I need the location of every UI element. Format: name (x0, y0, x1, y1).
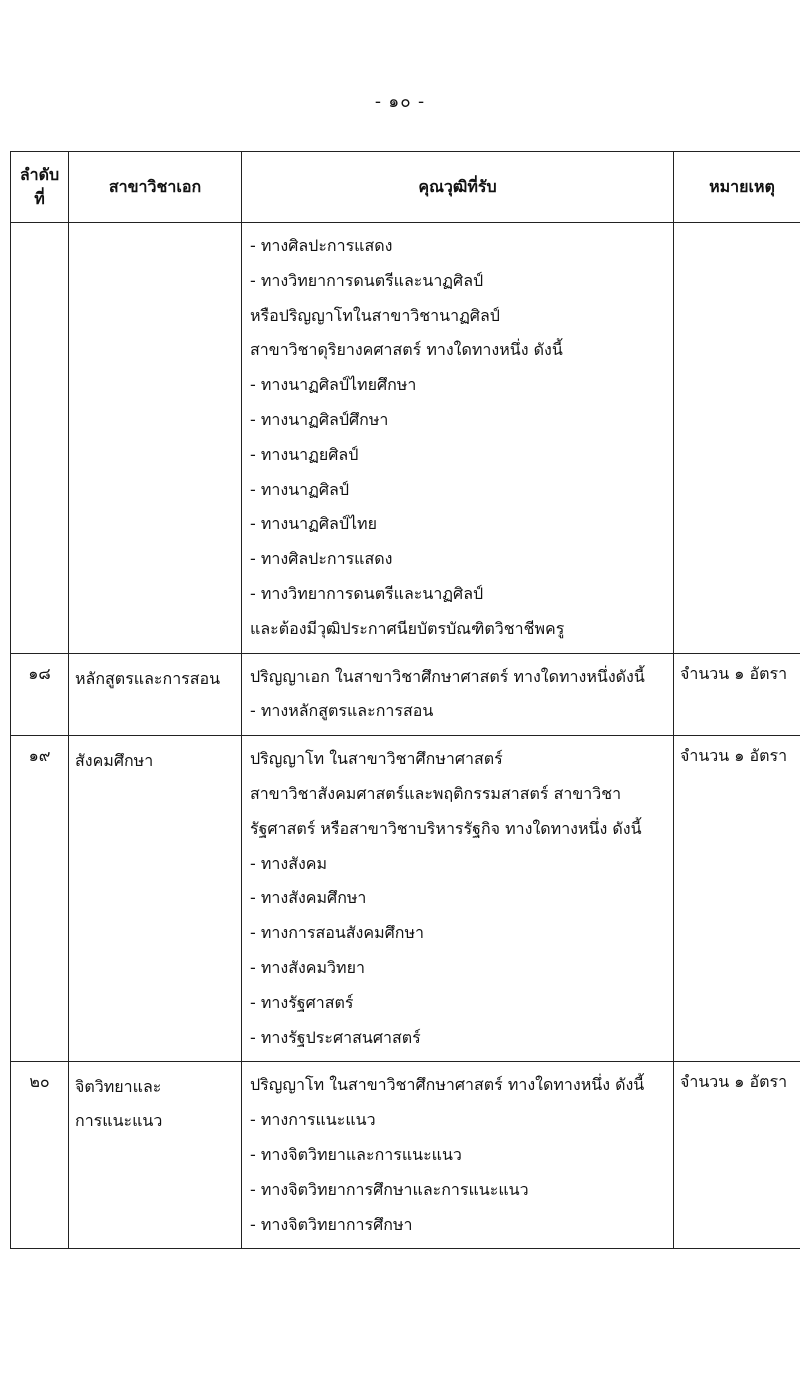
table-body (11, 223, 800, 1249)
qualification-table (10, 151, 800, 1249)
qualification-cell (242, 653, 674, 736)
qualification-line: - ทางสังคมวิทยา (250, 957, 365, 977)
header-seq-line-2: ที่ (34, 189, 45, 208)
header-seq-line-1: ลำดับ (19, 165, 60, 184)
qualification-line: - ทางนาฏศิลป์ไทย (250, 514, 377, 534)
table-row (11, 736, 800, 1062)
qualification-line: และต้องมีวุฒิประกาศนียบัตรบัณฑิตวิชาชีพครู (250, 618, 565, 638)
qualification-line: หรือปริญญาโทในสาขาวิชานาฏศิลป์ (250, 305, 500, 325)
qualification-line: - ทางจิตวิทยาและการแนะแนว (250, 1144, 462, 1164)
major-cell (69, 653, 242, 736)
note-cell (674, 223, 800, 654)
major-line: การแนะแนว (75, 1111, 163, 1131)
header-qualification: คุณวุฒิที่รับ (242, 152, 674, 223)
qualification-line: - ทางวิทยาการดนตรีและนาฏศิลป์ (250, 270, 484, 290)
qualification-line: - ทางสังคม (250, 853, 328, 873)
major-cell (69, 223, 242, 654)
major-cell (69, 1062, 242, 1249)
major-cell (69, 736, 242, 1062)
qualification-line: - ทางนาฏศิลป์ศึกษา (250, 409, 389, 429)
header-major: สาขาวิชาเอก (69, 152, 242, 223)
table-header-row (11, 152, 800, 223)
qualification-line: - ทางจิตวิทยาการศึกษาและการแนะแนว (250, 1179, 529, 1199)
qualification-line: - ทางนาฏยศิลป์ (250, 444, 359, 464)
qualification-line: - ทางศิลปะการแสดง (250, 236, 393, 255)
table-row (11, 1062, 800, 1249)
qualification-cell (242, 223, 674, 654)
table-row (11, 223, 800, 654)
qualification-line: รัฐศาสตร์ หรือสาขาวิชาบริหารรัฐกิจ ทางใดทางหนึ่ง ดังนี้ (250, 818, 642, 838)
major-line: สังคมศึกษา (75, 751, 154, 771)
seq-cell (11, 223, 69, 654)
qualification-line: - ทางนาฏศิลป์ไทยศึกษา (250, 375, 417, 395)
seq-cell: ๑๙ (11, 736, 69, 1062)
major-line: จิตวิทยาและ (75, 1077, 162, 1097)
qualification-line: ปริญญาโท ในสาขาวิชาศึกษาศาสตร์ ทางใดทางหนึ่ง ดังนี้ (250, 1075, 645, 1095)
qualification-line: - ทางการสอนสังคมศึกษา (250, 923, 424, 943)
page-number: - ๑๐ - (374, 92, 426, 112)
qualification-cell (242, 736, 674, 1062)
table-row (11, 653, 800, 736)
qualification-line: - ทางวิทยาการดนตรีและนาฏศิลป์ (250, 583, 484, 603)
note-cell: จำนวน ๑ อัตรา (674, 736, 800, 1062)
qualification-line: - ทางรัฐศาสตร์ (250, 992, 354, 1012)
qualification-line: - ทางนาฏศิลป์ (250, 479, 349, 499)
qualification-line: สาขาวิชาสังคมศาสตร์และพฤติกรรมสาสตร์ สาขาวิชา (250, 783, 622, 803)
qualification-line: - ทางการแนะแนว (250, 1110, 376, 1130)
seq-cell: ๑๘ (11, 653, 69, 736)
qualification-line: - ทางจิตวิทยาการศึกษา (250, 1214, 413, 1234)
qualification-line: - ทางศิลปะการแสดง (250, 549, 393, 569)
qualification-line: - ทางสังคมศึกษา (250, 888, 367, 908)
qualification-line: - ทางรัฐประศาสนศาสตร์ (250, 1027, 421, 1047)
qualification-cell (242, 1062, 674, 1249)
major-line: หลักสูตรและการสอน (75, 668, 221, 688)
note-cell: จำนวน ๑ อัตรา (674, 653, 800, 736)
qualification-line: สาขาวิชาดุริยางคศาสตร์ ทางใดทางหนึ่ง ดังนี้ (250, 340, 563, 360)
header-seq (11, 152, 69, 223)
header-note: หมายเหตุ (674, 152, 800, 223)
note-cell: จำนวน ๑ อัตรา (674, 1062, 800, 1249)
qualification-line: ปริญญาโท ในสาขาวิชาศึกษาศาสตร์ (250, 749, 503, 769)
seq-cell: ๒๐ (11, 1062, 69, 1249)
qualification-line: - ทางหลักสูตรและการสอน (250, 701, 434, 721)
qualification-line: ปริญญาเอก ในสาขาวิชาศึกษาศาสตร์ ทางใดทางหนึ่งดังนี้ (250, 666, 645, 686)
